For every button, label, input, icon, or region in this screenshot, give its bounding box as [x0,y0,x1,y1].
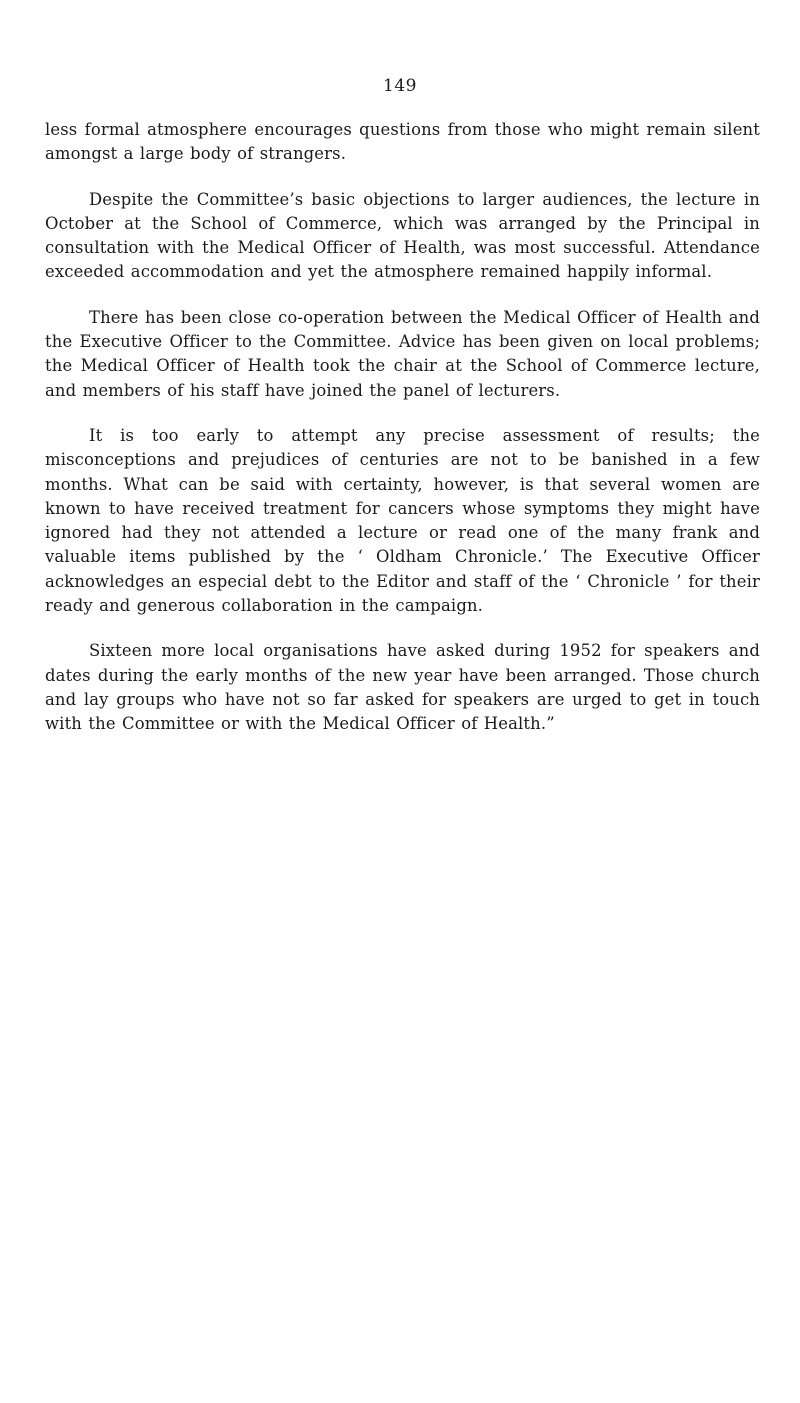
paragraph-continuation: less formal atmosphere encourages questions from those who might remain silent amongst a large body of strangers. [45,120,760,164]
body-text [45,118,760,758]
paragraph-assessment-of-results: It is too early to attempt any precise assessment of results; the misconceptions and prejudices of centuries are not to be banished in a few months. What can be said with certainty, however, is that several women are known to have received treatment for cancers whose symptoms they might have ignored had they not attended a lecture or read one of the many frank and valuable items published by the ‘ Oldham Chronicle.’ The Executive Officer acknowledges an especial debt to the Editor and staff of the ‘ Chronicle ’ for their ready and generous collaboration in the campaign. [45,425,760,616]
paragraph-local-organisations: Sixteen more local organisations have asked during 1952 for speakers and dates during the early months of the new year have been arranged. Those church and lay groups who have not so far asked for speakers are urged to get in touch with the Committee or with the Medical Officer of Health.” [45,641,760,734]
page-number: 149 [383,76,417,96]
paragraph-co-operation: There has been close co-operation between the Medical Officer of Health and the Executive Officer to the Committee. Advice has been given on local problems; the Medical Officer of Health took the chair at the School of Commerce lecture, and members of his staff have joined the panel of lecturers. [45,307,760,400]
paragraph-school-of-commerce-lecture: Despite the Committee’s basic objections to larger audiences, the lecture in October at the School of Commerce, which was arranged by the Principal in consultation with the Medical Officer of Health, was most successful. Attendance exceeded accommodation and yet the atmosphere remained happily informal. [45,189,760,282]
